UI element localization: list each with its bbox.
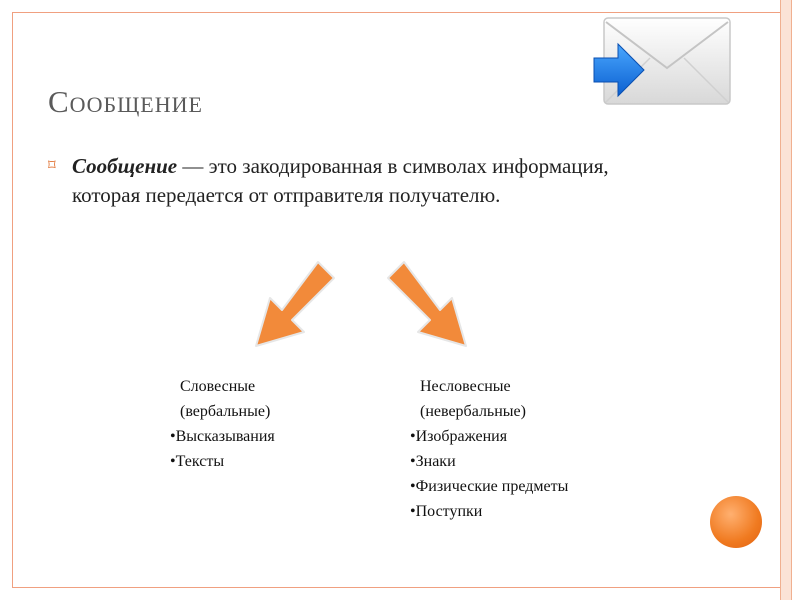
definition-body: — это закодированная в символах информация, которая передается от отправителя получателю. xyxy=(72,154,609,207)
verbal-header-line2: (вербальные) xyxy=(180,403,271,420)
slide-title: Сообщение xyxy=(48,84,203,119)
envelope-icon xyxy=(588,16,736,108)
list-item: • Изображения xyxy=(410,424,568,449)
list-item: • Физические предметы xyxy=(410,474,568,499)
orange-circle-icon xyxy=(710,496,762,548)
decorative-side-band xyxy=(780,0,792,600)
list-item: • Поступки xyxy=(410,499,568,524)
nonverbal-column xyxy=(410,374,568,524)
arrow-down-right-icon xyxy=(384,258,474,354)
list-item: • Высказывания xyxy=(170,424,275,449)
list-item: • Знаки xyxy=(410,449,568,474)
definition-term: Сообщение xyxy=(72,154,178,178)
nonverbal-header-line2: (невербальные) xyxy=(420,403,526,420)
nonverbal-header-line1: Несловесные xyxy=(420,378,511,395)
verbal-column xyxy=(170,374,275,474)
verbal-header-line1: Словесные xyxy=(180,378,256,395)
list-item: • Тексты xyxy=(170,449,275,474)
arrow-down-left-icon xyxy=(248,258,338,354)
bullet-glyph-icon: ⌑ xyxy=(48,158,56,174)
definition-text xyxy=(72,152,652,210)
